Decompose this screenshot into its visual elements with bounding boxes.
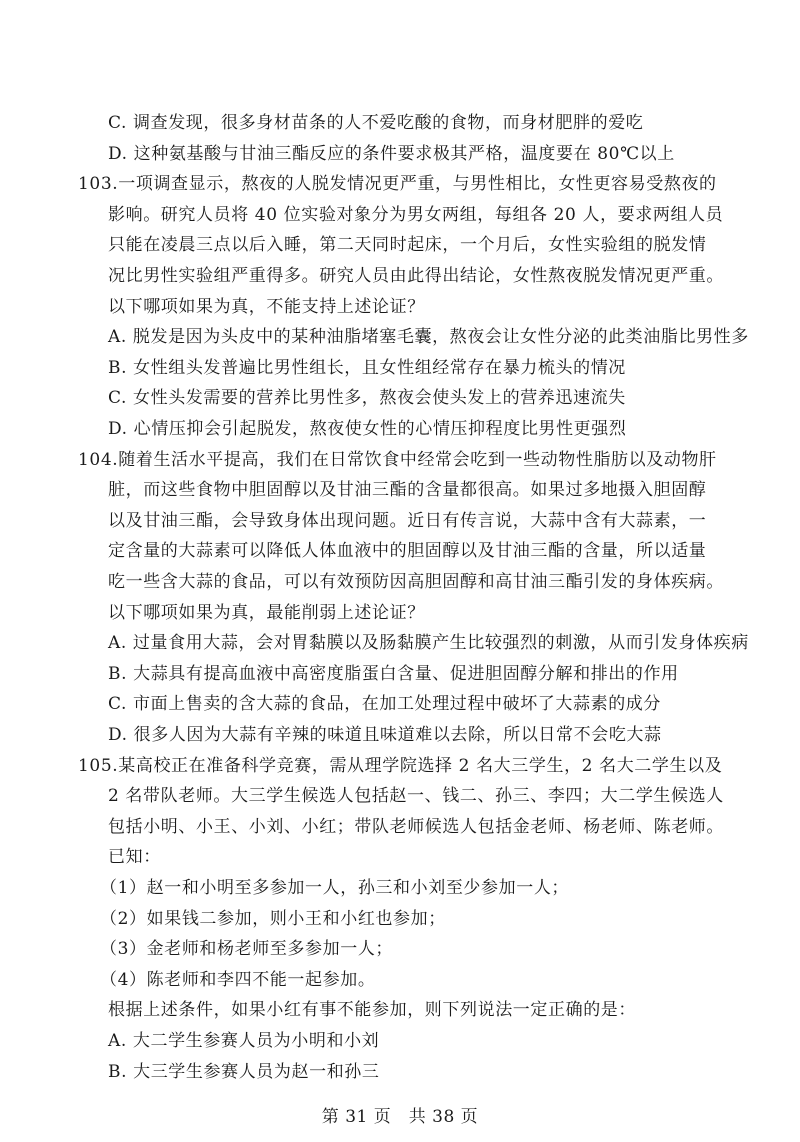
q104-option-c: C. 市面上售卖的含大蒜的食品，在加工处理过程中破坏了大蒜素的成分 (108, 694, 662, 715)
q103-stem-line: 况比男性实验组严重得多。研究人员由此得出结论，女性熬夜脱发情况更严重。 (108, 266, 724, 286)
q105-option-b: B. 大三学生参赛人员为赵一和孙三 (108, 1061, 380, 1082)
q104-option-a: A. 过量食用大蒜，会对胃黏膜以及肠黏膜产生比较强烈的刺激，从而引发身体疾病 (108, 633, 749, 654)
q104-stem-line: 104.随着生活水平提高，我们在日常饮食中经常会吃到一些动物性脂肪以及动物肝 (78, 449, 717, 470)
q105-condition: （4）陈老师和李四不能一起参加。 (100, 969, 376, 990)
q103-stem-line: 只能在凌晨三点以后入睡，第二天同时起床，一个月后，女性实验组的脱发情 (108, 235, 707, 256)
q103-stem-line: 103.一项调查显示，熬夜的人脱发情况更严重，与男性相比，女性更容易受熬夜的 (78, 174, 717, 195)
q104-question: 以下哪项如果为真，最能削弱上述论证？ (108, 602, 425, 623)
q103-option-c: C. 女性头发需要的营养比男性多，熬夜会使头发上的营养迅速流失 (108, 388, 626, 409)
q105-stem-line: 105.某高校正在准备科学竞赛，需从理学院选择 2 名大三学生，2 名大二学生以及 (78, 755, 723, 776)
q104-option-b: B. 大蒜具有提高血液中高密度脂蛋白含量、促进胆固醇分解和排出的作用 (108, 663, 679, 684)
q105-stem-line: 包括小明、小王、小刘、小红；带队老师候选人包括金老师、杨老师、陈老师。 (108, 816, 724, 837)
q105-stem-line: 2 名带队老师。大三学生候选人包括赵一、钱二、孙三、李四；大二学生候选人 (108, 786, 724, 807)
q104-option-d: D. 很多人因为大蒜有辛辣的味道且味道难以去除，所以日常不会吃大蒜 (108, 725, 662, 745)
q104-stem-line: 以及甘油三酯，会导致身体出现问题。近日有传言说，大蒜中含有大蒜素，一 (108, 510, 707, 531)
q105-question: 根据上述条件，如果小红有事不能参加，则下列说法一定正确的是： (108, 1000, 636, 1021)
q105-known-label: 已知： (108, 847, 161, 868)
q104-stem-line: 定含量的大蒜素可以降低人体血液中的胆固醇以及甘油三酯的含量，所以适量 (108, 541, 707, 562)
q103-stem-line: 影响。研究人员将 40 位实验对象分为男女两组，每组各 20 人，要求两组人员 (108, 204, 724, 225)
q105-condition: （3）金老师和杨老师至多参加一人； (100, 939, 394, 960)
page-footer: 第 31 页 共 38 页 (321, 1107, 479, 1127)
q103-option-b: B. 女性组头发普遍比男性组长，且女性组经常存在暴力梳头的情况 (108, 357, 626, 378)
q104-stem-line: 脏，而这些食物中胆固醇以及甘油三酯的含量都很高。如果过多地摄入胆固醇 (108, 480, 707, 501)
q104-stem-line: 吃一些含大蒜的食品，可以有效预防因高胆固醇和高甘油三酯引发的身体疾病。 (108, 572, 724, 592)
q102-option-d: D. 这种氨基酸与甘油三酯反应的条件要求极其严格，温度要在 80℃以上 (108, 143, 675, 164)
q105-condition: （2）如果钱二参加，则小王和小红也参加； (100, 908, 446, 929)
q105-condition: （1）赵一和小明至多参加一人，孙三和小刘至少参加一人； (100, 878, 570, 898)
q103-option-a: A. 脱发是因为头皮中的某种油脂堵塞毛囊，熬夜会让女性分泌的此类油脂比男性多 (108, 327, 749, 348)
q103-option-d: D. 心情压抑会引起脱发，熬夜使女性的心情压抑程度比男性更强烈 (108, 419, 627, 439)
q102-option-c: C. 调查发现，很多身材苗条的人不爱吃酸的食物，而身材肥胖的爱吃 (108, 113, 644, 133)
q105-option-a: A. 大二学生参赛人员为小明和小刘 (108, 1031, 380, 1051)
q103-question: 以下哪项如果为真，不能支持上述论证？ (108, 296, 425, 317)
